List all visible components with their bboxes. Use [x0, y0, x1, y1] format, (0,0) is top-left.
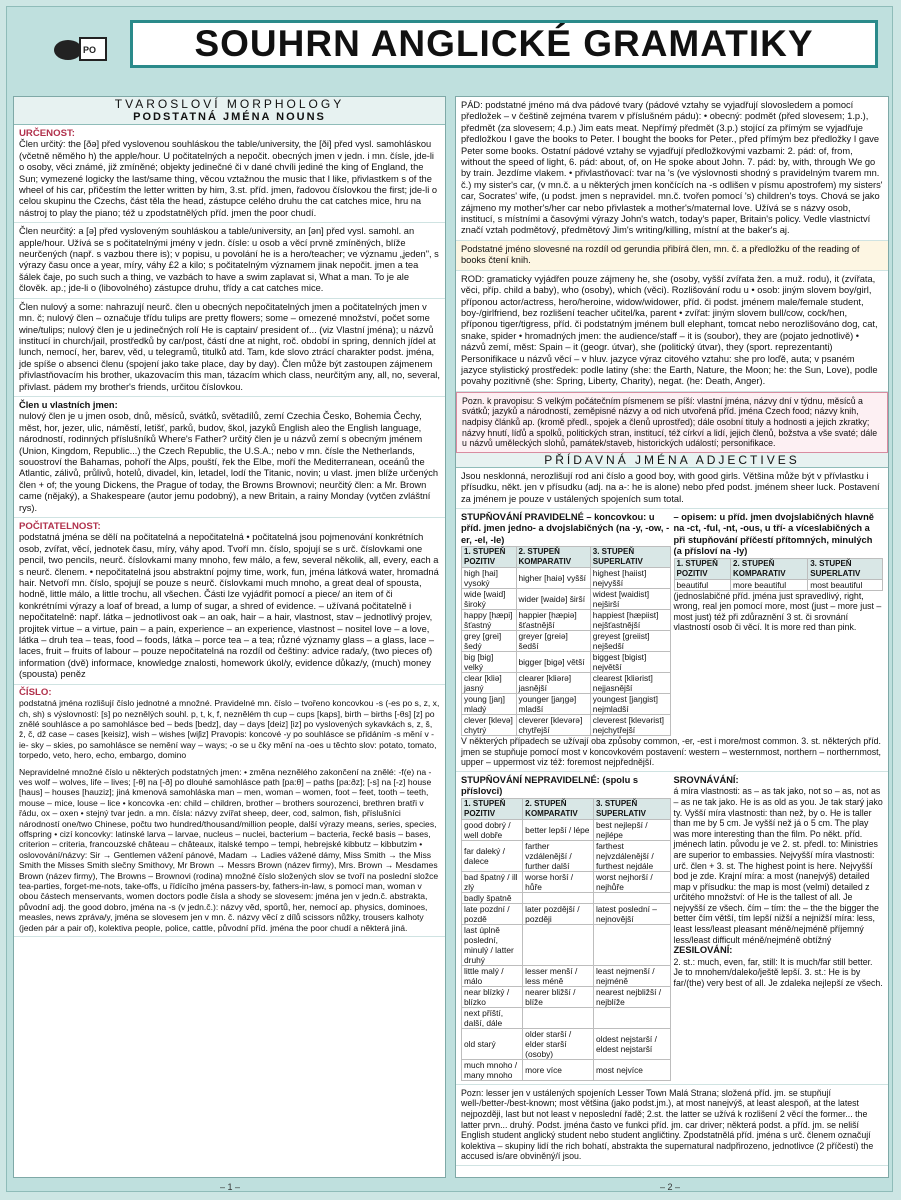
table-row: far daleký / dalece farther vzdálenější / further další farthest nejvzdálenější / furthest nejdále [462, 840, 671, 871]
table-header-cell: 3. STUPEŇ SUPERLATIV [593, 798, 670, 819]
block-pravopis [456, 392, 888, 453]
header [10, 10, 886, 80]
block-neurcity [14, 223, 445, 298]
heading-stupnovani-opisem: – opisem: u příd. jmen dvojslabičných hlavně na -ct, -ful, -nt, -ous, u tří- a víceslabičných a při stupňování příčestí přítomných, minulých (a přísloví na -ly) [673, 511, 874, 557]
table-header-cell: 3. STUPEŇ SUPERLATIV [808, 558, 883, 579]
text-rod: ROD: gramaticky vyjádřen pouze zájmeny he, she (osoby, vyšší zvířata žen. a muž. rodu), it (zvířata, věci, příp. child a baby), who (osoby), which (věci). Rozlišování rodu u • osob: jiným slovem boy/girl, příponou actor/actress, hero/heroine, widow/widower, příd. či podst. jménem male/female student, boy-/girlfriend, bez rozlišení teacher učitel/ka, parent • zvířat: jiným slovem bull/cow, cock/hen, příponou tiger/tigress, příd. či podstatným jménem bull elephant, tomcat nebo nerozlišováno dog, cat, snake, spider • hromadných jmen: the audience/staff – it is (soubor), they are (pojato jednotlivě) • názvů zemí, měst: Spain – it (geogr. útvar), she (politický útvar), they (sport. reprezentanti) Personifikace u názvů věcí – v hluv. jazyce výraz citového vztahu: she pro loďě, auta; v psaném jazyce stylistický prostředek: podle latiny (she: the Earth, Nature, the Moon; he: the Sun, Love), podle povahy pozitivně (she: Spring, Liberty, Charity), negat. (he: Death, Anger). [461, 273, 878, 387]
text-pravopis: Pozn. k pravopisu: S velkým počátečním písmenem se píší: vlastní jména, názvy dní v týdnu, měsíců a svátků; jazyků a národností, zeměpisné názvy a od nich utvořená příd. jména Czech food; názvy knih, nadpisy článků ap. (kromě předl., spojek a členů uprostřed); dále osobní tituly a hodnosti a jejich zkratky; názvy hnutí, líďů a spolků, politických stran, institucí, též církví a lidí, jejich členů, božstva a vše svaté; dále u názvů uměleckých slohů, památek/staveb, historických událostí; personifikace. [462, 395, 878, 449]
table-row: grey [grei] šedý greyer [greiə] šedší greyest [greiist] nejšedší [462, 631, 671, 652]
heading-vlastni: Člen u vlastních jmen: [19, 399, 118, 410]
table-header-cell: 1. STUPEŇ POZITIV [462, 798, 523, 819]
table-row: bad špatný / ill zlý worse horší / hůře worst nejhorší / nejhůře [462, 871, 671, 892]
table-row: high [hai] vysoký higher [haiə] vyšší highest [haiist] nejvyšší [462, 568, 671, 589]
table-row: clear [kliə] jasný clearer [kliərə] jasnější clearest [kliərist] nejjasnější [462, 673, 671, 694]
heading-pocitatelnost: POČITATELNOST: [19, 521, 101, 532]
text-nulovy: Člen nulový a some: nahrazují neurč. člen u obecných nepočitatelných jmen a počitatelných jmen v mn. č; nulový člen – označuje třídu tulips are pretty flowers; some – omezené množství, počet some wine/tulips; nulový člen je u jedinečných rolí He is captain/ president of... (viz Vlastní jména); u názvů institucí in church/jail, prostředků by car/post, částí dne at night, roč. období in spring, denních jídel at lunch, nemocí, her, barev, věd, u telegramů, titulků atd. Tam, kde slovo ztrácí charakter podst. jména, jde spíše o absenci členu (spojení jako take place, day by day). Člen může být zastoupen zájmenem přivlastňovacím his brother, ukazovacím this man, tázacím which class, neurčitým any, all, no, several, přivlast. pádem my brother's friends, určitou číslovkou. [19, 301, 440, 392]
table-header-cell: 2. STUPEŇ KOMPARATIV [731, 558, 808, 579]
text-neurcity: Člen neurčitý: a [ə] před vysloveným souhláskou a table/university, an [ən] před vysl. samohl. an apple/hour. Užívá se s počitatelnými jmény v jedn. čísle: u osob a věcí prvně zmíněných, blíže neurčených (např. s vazbou there is); v popisu, u povolání he is a hero/teacher; ve významu „jeden", s výrazy času once a year, míry, váhy £2 a kilo; s počitatelným významem jinak nepočit. jmen a tea šálek čaje, po such such a thing, ve vazbách to have a swim zaplavat si, What a man. To je ale člověk. ap.; jde-li o (libovolného) zástupce druhu, třídy a cat catches mice. [19, 226, 439, 294]
page-number-left: – 1 – [220, 1182, 241, 1192]
table-header-cell: 1. STUPEŇ POZITIV [674, 558, 731, 579]
heading-urcitost: URČENOST: [19, 128, 75, 139]
section-title-morphology: TVAROSLOVÍ MORPHOLOGY [114, 97, 345, 111]
text-pad-note: Podstatné jméno slovesné na rozdíl od gerundia přibírá člen, mn. č. a předložku of the reading of books čtení knih. [461, 243, 860, 266]
table-row: wide [waid] široký wider [waidə] širší widest [waidist] nejširší [462, 589, 671, 610]
block-vlastni [14, 397, 445, 518]
table-header-cell: 1. STUPEŇ POZITIV [462, 547, 517, 568]
table-row: beautiful more beautiful most beautiful [674, 579, 883, 590]
block-rod [456, 271, 888, 392]
table-row: little malý / málo lesser menší / less méně least nejmenší / nejméně [462, 965, 671, 986]
heading-zesilovani: ZESILOVÁNÍ: [673, 945, 733, 956]
text-bottom-note: Pozn: lesser jen v ustálených spojeních Lesser Town Malá Strana; složená příd. jm. se stupňují well-/better-/best-known; most většina (jako podst.jm.), at most nanejvýš, at least alespoň, at the latest nejpozději, last but not least v neposlední řadě; 2.st. the latter se užívá k rozlišení 2 věcí the former... the latter prvn... druhý. Podst. jména často ve funkci příd. jm. car driver; některá podst. a příd. jm. se neliší English student anglický student nebo student angličtiny. Zpodstatnělá příd. jména s urč. členem označují kolektiva – skupiny lidí the rich bohatí, abstrakta the supernatural nadpřirozeno, jednotlivce (2 příčestí) the accused is/are obviněný/í jsou. [461, 1087, 874, 1162]
table-row: happy [hæpi] šťastný happier [hæpiə] šťastnější happiest [hæpiist] nejšťastnější [462, 610, 671, 631]
section-title-adjectives: PŘÍDAVNÁ JMÉNA ADJECTIVES [544, 452, 800, 467]
table-row: clever [klevə] chytrý cleverer [klevərə] chytřejší cleverest [klevərist] nejchytřejší [462, 715, 671, 736]
text-srovnavani: á míra vlastnosti: as – as tak jako, not so – as, not as – as ne tak jako. He is as old as you. Je tak starý jako ty. Vyšší míra vlastnosti: than než, by o. He is taller than me by 5 cm. Je vyšší než já o 5 cm. The play was more interesting than the film. Po někt. příd. jménech latin. původu je ve 2. st. předl. to: Ministries are superior to embassies. Nejvyšší míra vlastnosti: urč. člen + 3. st. The highest point is here. Nejvyšší bod je zde. Krajní míra: a most (nanejvýš) detailed map v přísudku: the map is most (velmi) detailed z určitého množství: of He is the tallest of all. Je nejvyšší ze všech. čím – tím: the – the the bigger the better čím větší, tím lepší nižší a nejnižší míra: less, least less/least pleasant méně/nejméně příjemný less/least difficult méně/nejméně obtížný [673, 786, 883, 945]
heading-stupnovani-nepravidelne: STUPŇOVÁNÍ NEPRAVIDELNÉ: (spolu s příslovci) [461, 774, 638, 797]
block-bottom-note [456, 1085, 888, 1166]
section-header-morphology [14, 97, 445, 125]
text-stupnovani-note: V některých případech se užívají oba způsoby common, -er, -est i more/most common. 3. st. některých příd. jmen se stupňuje pomocí most v koncovkovém postavení: western – westernmost, northern – northernmost, upper – uppermost viz též: foremost nejpřednější. [461, 736, 882, 768]
text-vlastni: nulový člen je u jmen osob, dnů, měsíců, svátků, světadílů, zemí Czechia Česko, Bohemia Čechy, měst, hor, jezer, ulic, náměstí, letišť, parků, budov, škol, jazyků English aleo the English language, národností, rodinných příslušníků Where's Father? určitý člen je u názvů zemí s obecným jménem (Union, Kingdom, Republic...) the Czech Republic, the U.S.A.; nebo v mn. čísle the Netherlands, souostroví the Bahamas, pohoří the Alps, pouští, řek the Elbe, moří the Mediterranean, oceánů the Atlantic, zálivů, průlivů, hotelů, divadel, kin, letadel, lodí the Titanic, novin; u vlast. jmen blíže určených člen + of; the young Dickens, the Prague of today, the Browns Brownovi; neurčitý člen: a Mr. Brown came (nějaký), a Shakespeare (autor jemu podobný), a new Britain, a rainy Monday (vytčen zvláštní rys). [19, 411, 439, 513]
text-adj-intro: Jsou nesklonná, nerozlišují rod ani číslo a good boy, with good girls. Většina může být v přívlastku i přísudku, někt. jen v přísudku (adj. na a-: he is alone) nebo před podst. jménem sheer luck. Postavení za jménem je pouze v ustálených spojeních sum total. [461, 470, 880, 504]
publisher-logo-icon [50, 28, 110, 68]
text-pocitatelnost: podstatná jména se dělí na počitatelná a nepočitatelná • počitatelná jsou pojmenování konkrétních osob, zvířat, věcí, jednotek času, míry, váhy apod. Tvoří mn. číslo, spojují se s urč. číslovkami one pencil, two pencils, neurč. číslovkami many mnoho, few málo, a few, several několik, all, every, each a s neurč. členem. • nepočitatelná jsou abstraktní pojmy time, work, fun, jména látková water, hromadná hair. Netvoří mn. číslo, spojují se pouze s neurč. číslovkami much mnoho, a great deal of spousta, hodně, little málo, a little trochu, all všechen. Části lze vyjádřit pomocí a piece/ an item of či konkrétními výrazy a loaf of bread, a lump of sugar, a shred of evidence. – užívaná počitatelně i nepočitatelně: např. látka – jednotlivost oak – an oak, hair – a hair, vlastnost, stav – jednotlivý projev, projitek virtue – a virtue, pain – a pain, experience – an experience, vlastnost – nositel love – a love, látka – druh tea – teas, food – foods, látka – porce tea – a tea; různé významy glass – a glass, lace – laces, fruit – fruits of labour – pouze nepočitatelná na rozdíl od češtiny: advice rada/y, (two pieces of) information (dvě) informace, knowledge znalosti, homework úkol/y, evidence důkaz/y, (much) money (spousta) peněz [19, 532, 439, 680]
table-row: young [jaŋ] mladý younger [jaŋgə] mladší youngest [jaŋgist] nejmladší [462, 694, 671, 715]
title-box [130, 20, 878, 68]
left-column [13, 96, 446, 1178]
table-header-cell: 3. STUPEŇ SUPERLATIV [590, 547, 670, 568]
block-pad [456, 97, 888, 241]
section-title-nouns: PODSTATNÁ JMÉNA NOUNS [133, 111, 326, 123]
right-column [455, 96, 889, 1178]
page-title: SOUHRN ANGLICKÉ GRAMATIKY [194, 23, 814, 64]
text-nepravidelne-mn-cislo: Nepravidelné množné číslo u některých podstatných jmen: • změna neznělého zakončení na znělé: -f(e) na -ves wolf – wolves, life – lives; [-θ] na [-ð] po dlouhé samohlásce path [pa:θ] – paths [pa:ðz]; [-s] na [-z] house [haus] – houses [hauziz]; jiná kmenová samohláska man – men, woman – women, foot – feet, tooth – teeth, mouse – mice, louse – lice • koncovka -en: child – children, brother – brothers sourozenci, brethren bratři v řádu, ox – oxen • stejný tvar jedn. a mn. čísla: názvy zvířat sheep, deer, cod, salmon, fish, příslušníci národností one/two Chinese, počtu two hundred/thousand/million people, další výrazy means, series, species, offspring • cizí koncovky: latinské larva – larvae, nucleus – nuclei, bacterium – bacteria, řecké basis – bases, criterion – criteria, francouzské château – châteaux, italské tempo – tempi, hebrejské kibbutz – kibbutzim • oslovování/názvy: Sir → Gentlemen vážení pánové, Madam → Ladies vážené dámy, Miss Smith → the Miss Smith the Misses Smith slečny Smithovy, Mr Brown → Messrs Brown (název firmy), Mrs. Brown → Mesdames Brown (název firmy), The Browns – Brownovi (rodina) množné číslo složených slov se tvoří na poslední složce tea-parties, forget-me-nots, take-offs, u řídícího jména passers-by, fathers-in-law, s pomocí man, woman v obou částech menservants, women doctors podle čísla a shody se slovesem: jména jen v jedn.č. abstrakta, původní adj. the good dobro, jména na -s (v jedn.č.): názvy věd, sportů, her, nemocí ap. physics, dominoes, measles, news zpráva/y, jména se slovesem jen v mn. č. názvy věcí z dílů scissors nůžky, trousers kalhoty (jeden pár a pair of), kolektiva people, police, cattle, původní příd. jména the poor chudí a některá jiná. [19, 766, 439, 933]
table-row: next příští, další, dále [462, 1007, 671, 1028]
svg-text:PO: PO [83, 45, 97, 55]
table-stupnovani-opisem [674, 558, 884, 591]
text-urcitost: Člen určitý: the [ðə] před vyslovenou souhláskou the table/university, the [ði] před vysl. samohláskou (včetně něměho h) the apple/hour. U počitatelných a nepočit. obecných jmen v jedn. i mn. čísle, jde-li o osoby, věci známé, již zmíněné; objekty jedinečné či v dané chvíli jediné the king of England, the Sun; vymezené logicky the last/same thing, věcou vztažnou the music that I like, přivlastkem s of the wheel of his car, přičestím the letter written by him, 3.st. příd. jmen, řadovou číslovkou the first; jde-li o celou skupinu the Czechs, část těla the head, zástupce celého druhu the cat catches mice, hru na nástroj to play the piano; též u zpodstatnělých příd. jmen the poor chudí. [19, 139, 438, 218]
block-nulovy [14, 299, 445, 397]
table-header-cell: 2. STUPEŇ KOMPARATIV [523, 798, 594, 819]
block-cislo [14, 685, 445, 937]
table-row: late pozdní / pozdě later pozdější / později latest poslední – nejnovější [462, 903, 671, 924]
section-header-adjectives [456, 453, 888, 468]
text-stupnovani-opisem: (jednoslabičné příd. jména just spravedlivý, right, wrong, real jen pomocí more, most (just – more just – most just) též při zdůraznění 3 st. či srovnání vlastností osob či věcí. It is more red than pink. [673, 590, 882, 633]
text-cislo: podstatná jména rozlišují číslo jednotné a množné. Pravidelné mn. číslo – tvořeno koncovkou -s (-es po s, z, x, ch, sh) s výslovností: [s] po neznělých souhl. p, t, k, f, neznělém th cup – cups [kaps], birth – births [-θs] [z] po znělé souhlásce a po samohlásce bed – beds [bedz], day – days [deiz] [iz] po vyslovených sykavkách s, z, š, ž, č, dž case – cases [keisiz], wish – wishes [wiʃiz] Pravopis: koncové -y po souhlásce se přidáním -s mění v -ie- sky – skies, po samohlásce se nemění way – ways; -o se u čky mění na -oes u těchto slov: potato, tomato, torpedo, veto, hero, echo, embargo, domino [19, 698, 440, 761]
table-stupnovani-nepravidelne [461, 798, 671, 1081]
table-row: good dobrý / well dobře better lepší / lépe best nejlepší / nejlépe [462, 819, 671, 840]
table-header-cell: 2. STUPEŇ KOMPARATIV [516, 547, 590, 568]
heading-stupnovani-koncovkou: STUPŇOVÁNÍ PRAVIDELNÉ – koncovkou: u příd. jmen jedno- a dvojslabičných (na -y, -ow, -er, -el, -le) [461, 511, 670, 545]
table-row: big [big] velký bigger [bigə] větší biggest [bigist] největší [462, 652, 671, 673]
table-row: near blízký / blízko nearer bližší / blíže nearest nejbližší / nejblíže [462, 986, 671, 1007]
block-pocitatelnost [14, 518, 445, 685]
block-urcitost [14, 125, 445, 223]
table-row: much mnoho / many mnoho more více most nejvíce [462, 1059, 671, 1080]
page-number-right: – 2 – [660, 1182, 681, 1192]
table-row: badly špatně [462, 892, 671, 903]
block-stupnovani [456, 509, 888, 772]
text-zesilovani: 2. st.: much, even, far, still: It is much/far still better. Je to mnohem/daleko/ještě lepší. 3. st.: He is by far/(the) very best of all. Je zdaleka nejlepší ze všech. [673, 956, 883, 988]
heading-cislo: ČÍSLO: [19, 686, 52, 698]
block-nepravidelne [456, 772, 888, 1085]
table-row: last úplně poslední, minulý / latter druhý [462, 924, 671, 965]
table-stupnovani-pravidelne [461, 546, 671, 736]
table-row: old starý older starší / elder starší (osoby) oldest nejstarší / eldest nejstarší [462, 1028, 671, 1059]
block-adj-intro [456, 468, 888, 509]
heading-srovnavani: SROVNÁVÁNÍ: [673, 774, 739, 785]
block-pad-note [456, 241, 888, 271]
text-pad: PÁD: podstatné jméno má dva pádové tvary (pádové vztahy se vyjadřují slovosledem a pomocí předložek – v češtině zejména tvarem v příslušném pádu): • obecný: podmět (před slovesem; 1.p.), předmět (za slovesem; 4.p.) Jim eats meat. Nepřímý předmět (3.p.) stojící za přímým se vyjadřuje předložkou I gave the books to Peter. I bought the books for Peter., před přímým bez předložky I gave Peter some books. Ostatní pádové vztahy se vyjadřují předložkovými vazbami: 2. pád: of, from, without the speed of light, 6. pád: about, of, on He spoke about John. 7. pád: by, with, through We go by train. Jezdíme vlakem. • přivlastňovací: tvar na 's (ve výslovnosti shodný s pravidelným tvarem mn. č.) my sister's car, (v mn.č. a u některých jmen končících na -s odlišen v písmu apostrofem) my sisters' car, Socrates' wife, (u podst. jmen s nepravidel. mn.č. tvořen pomocí 's) children's toys. Chová se jako zájmeno my mother's/her car nebo přivlastek a mother's/maternal love. Užívá se s názvy osob, institucí, s místními a časovými výrazy John's watch, today's paper, Britain's policy. Vedle vlastnictví značí vztah podmětový, předmětový Jim's writing/killing, místní at the baker's aj. [461, 100, 883, 236]
